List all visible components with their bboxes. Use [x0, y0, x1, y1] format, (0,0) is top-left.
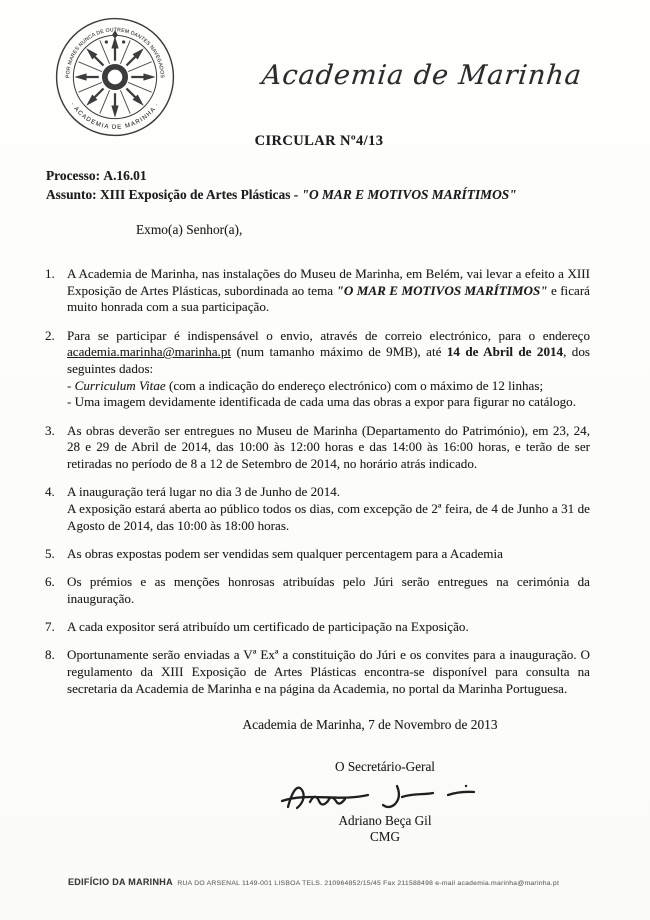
item-text — [67, 619, 590, 636]
signer-name: Adriano Beça Gil — [338, 813, 432, 828]
item-number: 8. — [45, 647, 55, 663]
text-segment: Os prémios e as menções honrosas atribuídas pelo Júri serão entregues na cerimónia da inauguração. — [67, 574, 590, 606]
signer-role: O Secretário-Geral — [335, 759, 435, 774]
text-segment: A exposição estará aberta ao público todos os dias, com excepção de 2ª feira, de 4 de Junho a 31 de Agosto de 2014, das 10:00 às 18:00 horas. — [67, 500, 590, 533]
item-paragraph — [67, 394, 590, 411]
seal-compass-rose-icon — [52, 14, 178, 140]
text-segment: - Uma imagem devidamente identificada de cada uma das obras a expor para figurar no catálogo. — [67, 394, 576, 410]
item-number: 6. — [45, 574, 55, 590]
item-paragraph — [67, 378, 590, 395]
numbered-items-list — [45, 266, 590, 709]
seal-motto-bottom: · ACADEMIA DE MARINHA · — [68, 101, 162, 131]
item-text — [67, 423, 590, 473]
text-segment: Para se participar é indispensável o envio, através de correio electrónico, para o endereço — [67, 327, 590, 343]
item-paragraph — [67, 647, 590, 697]
text-segment: As obras expostas podem ser vendidas sem qualquer percentagem para a Academia — [67, 545, 503, 561]
text-segment: XIII Exposição de Artes Plásticas - — [99, 186, 302, 202]
text-segment: academia.marinha@marinha.pt — [67, 344, 232, 360]
item-text — [67, 574, 590, 607]
academia-marinha-seal — [52, 14, 178, 140]
text-segment: (com a indicação do endereço electrónico) com o máximo de 12 linhas; — [165, 377, 544, 393]
letterhead-script-title: Academia de Marinha — [260, 60, 584, 91]
item-paragraph — [67, 501, 590, 534]
list-item — [45, 484, 590, 534]
list-item — [45, 619, 590, 636]
item-text — [67, 647, 590, 697]
assunto-line — [46, 186, 611, 205]
footer-building: EDIFÍCIO DA MARINHA — [68, 877, 173, 887]
item-paragraph — [67, 574, 590, 607]
item-number: 1. — [45, 266, 55, 281]
text-segment: , dos seguintes dados: — [67, 344, 590, 377]
item-number: 5. — [45, 545, 55, 561]
signer-rank: CMG — [369, 829, 401, 844]
document-meta — [46, 167, 611, 204]
assunto-value — [100, 187, 517, 202]
text-segment: A Academia de Marinha, nas instalações do Museu de Marinha, em Belém, vai levar a efeito a XIII Exposição de Artes Plásticas, subordinada ao tema — [67, 266, 590, 298]
item-paragraph — [67, 484, 590, 501]
item-paragraph — [67, 328, 590, 378]
item-paragraph — [67, 266, 590, 316]
list-item — [45, 423, 590, 473]
seal-motto-top: POR MARES NUNCA DE OUTREM DANTES NAVEGADOS — [65, 27, 165, 79]
text-segment: As obras deverão ser entregues no Museu de Marinha (Departamento do Património), em 23, 24, 28 e 29 de Abril de 2014, das 10:00 às 12:00 horas e das 14:00 às 16:00 horas, e terão de ser retiradas no período de 8 a 12 de Setembro de 2014, no horário atrás indicado. — [67, 422, 590, 472]
text-segment: e ficará muito honrada com a sua participação. — [67, 282, 590, 315]
text-segment: "O MAR E MOTIVOS MARÍTIMOS" — [301, 186, 517, 202]
text-segment: Curriculum Vitae — [74, 377, 166, 393]
salutation: Exmo(a) Senhor(a), — [136, 222, 243, 237]
text-segment: A inauguração terá lugar no dia 3 de Junho de 2014. — [67, 484, 341, 500]
item-paragraph — [67, 546, 590, 563]
item-text — [67, 328, 590, 412]
item-number: 7. — [45, 618, 55, 634]
letter-footer — [68, 872, 643, 890]
text-segment: - — [67, 377, 75, 393]
text-segment: Oportunamente serão enviadas a Vª Exª a constituição do Júri e os convites para a inauguração. O regulamento da XIII Exposição de Artes Plásticas encontra-se disponível para consulta na secretaria da Academia de Marinha e na página da Academia, no portal da Marinha Portuguesa. — [67, 647, 590, 696]
processo-value: A.16.01 — [103, 168, 147, 183]
item-text — [67, 266, 590, 316]
assunto-label: Assunto: — [46, 186, 97, 202]
list-item — [45, 574, 590, 607]
item-paragraph — [67, 423, 590, 473]
item-number: 4. — [45, 484, 55, 500]
item-text — [67, 546, 590, 563]
processo-label: Processo: — [46, 168, 101, 183]
item-number: 2. — [45, 327, 55, 343]
list-item — [45, 266, 590, 316]
circular-number-title: CIRCULAR Nº4/13 — [254, 133, 384, 149]
text-segment: "O MAR E MOTIVOS MARÍTIMOS" — [336, 282, 548, 298]
list-item — [45, 647, 590, 697]
handwritten-signature — [280, 779, 490, 813]
place-date-line: Academia de Marinha, 7 de Novembro de 2013 — [242, 717, 498, 732]
item-paragraph — [67, 619, 590, 636]
item-text — [67, 484, 590, 534]
footer-contact-details: RUA DO ARSENAL 1149-001 LISBOA TELS. 210964852/15/45 Fax 211588498 e-mail academia.marinha@marinha.pt — [177, 880, 560, 887]
item-number: 3. — [45, 422, 55, 438]
text-segment: A cada expositor será atribuído um certificado de participação na Exposição. — [67, 618, 469, 634]
signature-block — [245, 759, 525, 845]
processo-line — [46, 167, 611, 186]
list-item — [45, 328, 590, 412]
text-segment: (num tamanho máximo de 9MB), até — [231, 344, 447, 360]
text-segment: 14 de Abril de 2014 — [446, 344, 564, 360]
list-item — [45, 546, 590, 563]
